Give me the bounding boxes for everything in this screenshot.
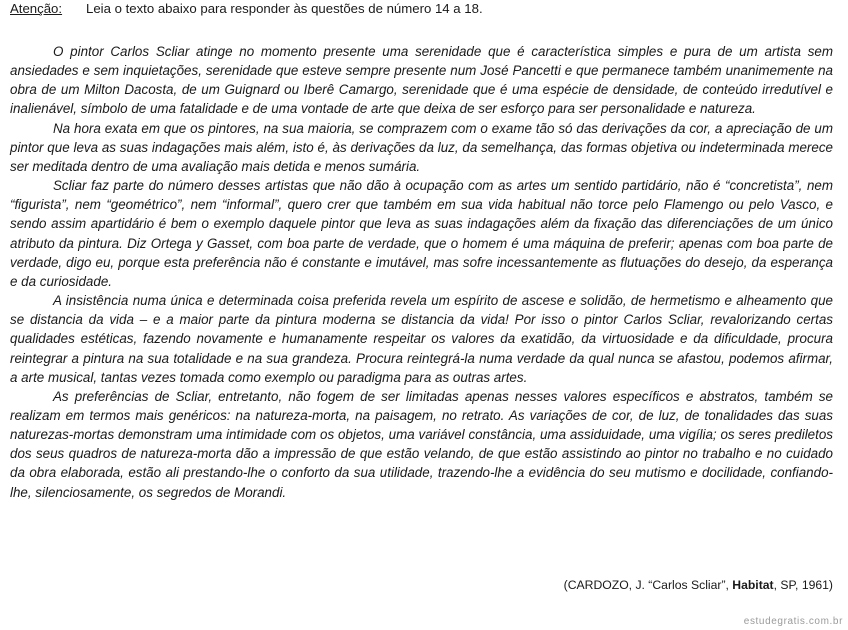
- site-watermark: estudegratis.com.br: [743, 616, 843, 627]
- passage-text: [10, 42, 833, 502]
- paragraph-1: O pintor Carlos Scliar atinge no momento presente uma serenidade que é característica simples e pura de um artista sem ansiedades e sem inquietações, serenidade que esteve sempre presente num José Pancetti e que permanece também unanimemente na obra de um Milton Dacosta, de um Guignard ou Iberê Camargo, serenidade que é uma espécie de densidade, de conteúdo irredutível e inalienável, símbolo de uma fatalidade e de uma vontade de arte que deixa de ser esforço para ser personalidade e natureza.: [10, 44, 833, 117]
- source-citation: [564, 576, 833, 594]
- paragraph-2: Na hora exata em que os pintores, na sua maioria, se comprazem com o exame tão só das derivações da cor, a apreciação de um pintor que leva as suas indagações mais além, isto é, às derivações da luz, da semelhança, das formas objetiva ou indeterminada merece ser meditada dentro de uma avaliação mais detida e menos sumária.: [10, 120, 833, 174]
- citation-source: Habitat: [732, 578, 774, 592]
- instructions-header: [10, 0, 483, 18]
- paragraph-3: Scliar faz parte do número desses artistas que não dão à ocupação com as artes um sentido partidário, não é “concretista”, nem “figurista”, nem “geométrico”, nem “informal”, quero crer que também em sua vida habitual não torce pelo Flamengo ou pelo Vasco, e sendo assim apartidário é bem o exemplo daquele pintor que leva as suas indagações além da fixação das diferenciações de um único atributo da pintura. Diz Ortega y Gasset, com boa parte de verdade, que o homem é uma máquina de preferir; apenas com boa parte de verdade, digo eu, porque esta preferência não é constante e imutável, mas sofre incessantemente as flutuações do desejo, da esperança e da curiosidade.: [10, 178, 833, 289]
- instruction-text: Leia o texto abaixo para responder às questões de número 14 a 18.: [86, 1, 483, 16]
- paragraph-4: A insistência numa única e determinada coisa preferida revela um espírito de ascese e solidão, de hermetismo e alheamento que se distancia da vida – e a maior parte da pintura moderna se distancia da vida! Por isso o pintor Carlos Scliar, revalorizando certas qualidades estéticas, fazendo novamente e humanamente respeitar os valores da exatidão, da virtuosidade e da dificuldade, procura reintegrar a pintura na sua totalidade e na sua grandeza. Procura reintegrá-la numa verdade da qual nunca se afastou, podemos afirmar, a arte musical, tantas vezes tomada como exemplo ou paradigma para as outras artes.: [10, 293, 833, 385]
- citation-suffix: , SP, 1961): [773, 578, 833, 592]
- citation-prefix: (CARDOZO, J. “Carlos Scliar”,: [563, 578, 733, 592]
- paragraph-5: As preferências de Scliar, entretanto, não fogem de ser limitadas apenas nesses valores específicos e abstratos, também se realizam em termos mais genéricos: na natureza-morta, na paisagem, no retrato. As variações de cor, de luz, de tonalidades das suas naturezas-mortas demonstram uma intimidade com os objetos, uma variável constância, uma assiduidade, uma vigília; os seres prediletos dos seus quadros de natureza-morta dão a impressão de que estão velando, de que estão assistindo ao pintor no trabalho e no cuidado da obra elaborada, estão ali prestando-lhe o conforto da sua utilidade, trazendo-lhe a evidência do seu mutismo e docilidade, confiando-lhe, silenciosamente, os segredos de Morandi.: [10, 388, 833, 500]
- attention-label: Atenção:: [10, 1, 63, 16]
